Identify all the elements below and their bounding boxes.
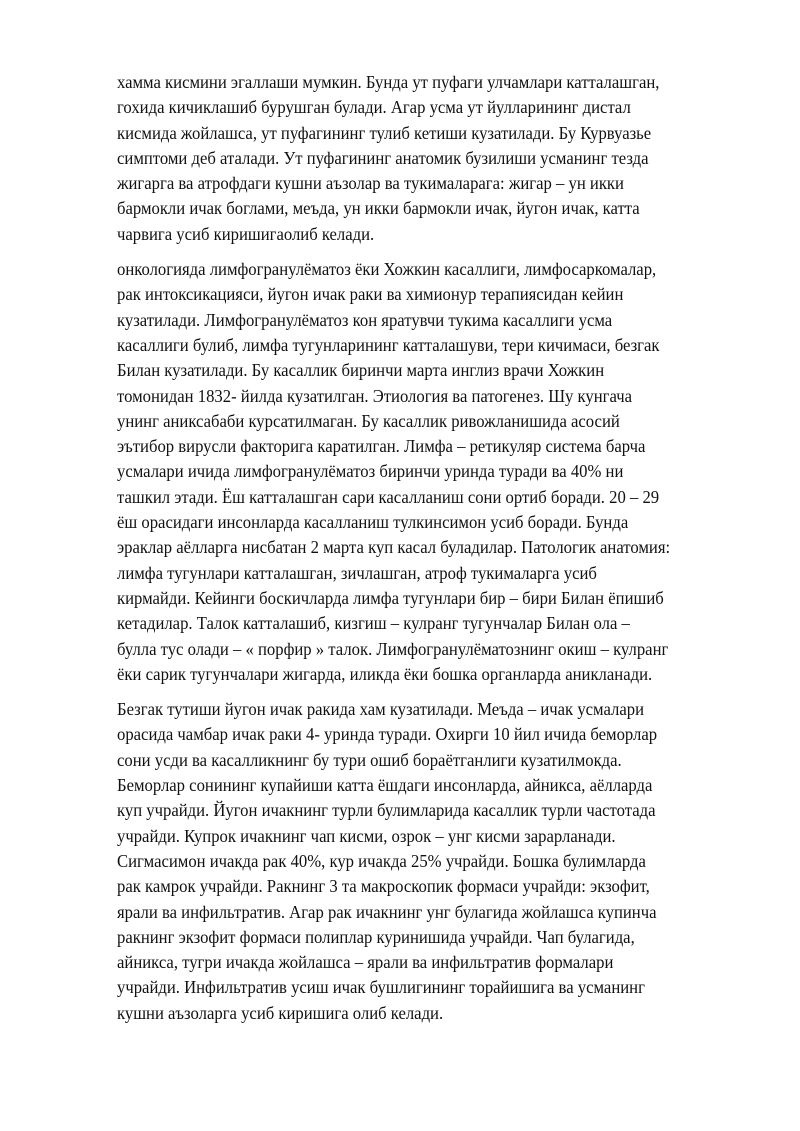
- document-page: [117, 70, 717, 1036]
- text-line: касаллиги булиб, лимфа тугунларининг катталашуви, тери кичимаси, безгак: [117, 334, 660, 355]
- text-line: Сигмасимон ичакда рак 40%, кур ичакда 25% учрайди. Бошка булимларда: [117, 850, 646, 871]
- text-line: рак камрок учрайди. Ракнинг 3 та макроскопик формаси учрайди: экзофит,: [117, 876, 650, 897]
- text-line: ракнинг экзофит формаси полиплар куринишида учрайди. Чап булагида,: [117, 926, 635, 947]
- paragraph-colon-cancer: [117, 697, 717, 1026]
- text-line: бармокли ичак боглами, меъда, ун икки бармокли ичак, йугон ичак, катта: [117, 198, 640, 219]
- text-line: ёки сарик тугунчалари жигарда, иликда ёки бошка органларда аникланади.: [117, 663, 653, 684]
- text-line: кирмайди. Кейинги боскичларда лимфа тугунлари бир – бири Билан ёпишиб: [117, 587, 664, 608]
- text-line: булла тус олади – « порфир » талок. Лимфогранулёматознинг окиш – кулранг: [117, 638, 669, 659]
- paragraph-gallbladder: [117, 70, 717, 247]
- text-line: ярали ва инфильтратив. Агар рак ичакнинг унг булагида жойлашса купинча: [117, 901, 657, 922]
- text-line: кетадилар. Талок катталашиб, кизгиш – кулранг тугунчалар Билан ола –: [117, 613, 630, 634]
- text-line: Билан кузатилади. Бу касаллик биринчи марта инглиз врачи Хожкин: [117, 360, 605, 381]
- text-line: чарвига усиб киришигаолиб келади.: [117, 223, 375, 244]
- text-line: хамма кисмини эгаллаши мумкин. Бунда ут пуфаги улчамлари катталашган,: [117, 72, 660, 92]
- paragraph-lymphogranulomatosis: [117, 257, 717, 687]
- text-line: ташкил этади. Ёш катталашган сари касалланиш сони ортиб боради. 20 – 29: [117, 486, 660, 507]
- text-line: жигарга ва атрофдаги кушни аъзолар ва тукималарага: жигар – ун икки: [117, 173, 624, 194]
- text-line: ёш орасидаги инсонларда касалланиш тулкинсимон усиб боради. Бунда: [117, 512, 629, 533]
- text-line: симптоми деб аталади. Ут пуфагининг анатомик бузилиши усманинг тезда: [117, 147, 649, 168]
- text-line: учрайди. Купрок ичакнинг чап кисми, озрок – унг кисми зарарланади.: [117, 825, 616, 846]
- text-line: куп учрайди. Йугон ичакнинг турли булимларида касаллик турли частотада: [117, 800, 656, 821]
- text-line: кисмида жойлашса, ут пуфагининг тулиб кетиши кузатилади. Бу Курвуазье: [117, 122, 652, 143]
- text-line: гохида кичиклашиб бурушган булади. Агар усма ут йулларининг дистал: [117, 97, 631, 118]
- text-line: эраклар аёлларга нисбатан 2 марта куп касал буладилар. Патологик анатомия:: [117, 537, 671, 558]
- text-line: унинг аниксабаби курсатилмаган. Бу касаллик ривожланишида асосий: [117, 410, 620, 431]
- text-line: рак интоксикацияси, йугон ичак раки ва химионур терапиясидан кейин: [117, 284, 624, 305]
- text-line: усмалари ичида лимфогранулёматоз биринчи уринда туради ва 40% ни: [117, 461, 624, 482]
- text-line: кузатилади. Лимфогранулёматоз кон яратувчи тукима касаллиги усма: [117, 309, 613, 330]
- text-line: сони усди ва касалликнинг бу тури ошиб бораётганлиги кузатилмокда.: [117, 749, 622, 770]
- text-line: лимфа тугунлари катталашган, зичлашган, атроф тукималарга усиб: [117, 562, 597, 583]
- text-line: орасида чамбар ичак раки 4- уринда туради. Охирги 10 йил ичида беморлар: [117, 724, 658, 745]
- text-line: айникса, тугри ичакда жойлашса – ярали ва инфильтратив формалари: [117, 952, 614, 973]
- text-line: Безгак тутиши йугон ичак ракида хам кузатилади. Меъда – ичак усмалари: [117, 699, 645, 720]
- text-line: эътибор вирусли факторига каратилган. Лимфа – ретикуляр система барча: [117, 436, 646, 457]
- text-line: учрайди. Инфильтратив усиш ичак бушлигининг торайишига ва усманинг: [117, 977, 645, 998]
- text-line: кушни аъзоларга усиб киришига олиб келади.: [117, 1002, 444, 1023]
- text-line: томонидан 1832- йилда кузатилган. Этиология ва патогенез. Шу кунгача: [117, 385, 633, 406]
- text-line: онкологияда лимфогранулёматоз ёки Хожкин касаллиги, лимфосаркомалар,: [117, 259, 657, 280]
- text-line: Беморлар сонининг купайиши катта ёшдаги инсонларда, айникса, аёлларда: [117, 775, 653, 796]
